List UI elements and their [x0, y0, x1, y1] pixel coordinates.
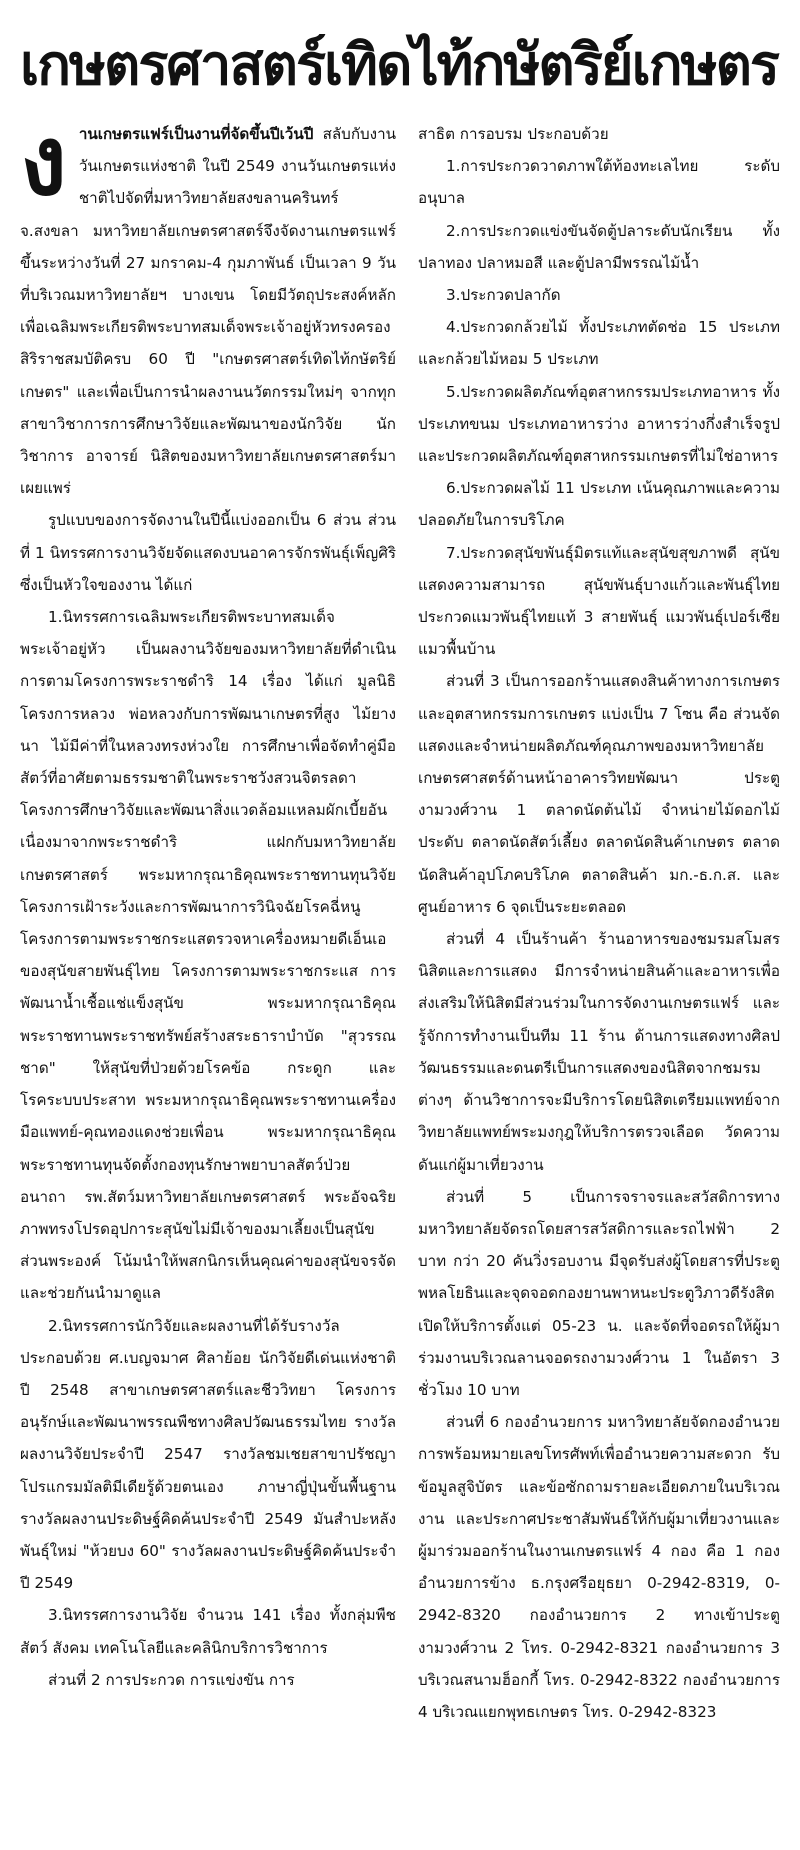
paragraph: 3.ประกวดปลากัด — [446, 286, 561, 305]
column-right — [418, 118, 780, 1838]
paragraph: สาธิต การอบรม ประกอบด้วย — [418, 125, 609, 143]
intro-lead: านเกษตรแฟร์เป็นงานที่จัดขึ้นปีเว้นปี — [78, 125, 314, 143]
column-left — [20, 118, 396, 1838]
paragraph: 1.นิทรรศการเฉลิมพระเกียรติพระบาทสมเด็จพระเจ้าอยู่หัว เป็นผลงานวิจัยของมหาวิทยาลัยที่ดำเนินการตามโครงการพระราชดำริ 14 เรื่อง ได้แก่ มูลนิธิโครงการหลวง พ่อหลวงกับการพัฒนาเกษตรที่สูง ไม้ยางนา ไม้มีค่าที่ในหลวงทรงห่วงใย การศึกษาเพื่อจัดทำคู่มือสัตว์ที่อาศัยตามธรรมชาติในพระราชวังสวนจิตรลดา โครงการศึกษาวิจัยและพัฒนาสิ่งแวดล้อมแหลมผักเบี้ยอันเนื่องมาจากพระราชดำริ แฝกกับมหาวิทยาลัยเกษตรศาสตร์ พระมหากรุณาธิคุณพระราชทานทุนวิจัยโครงการเฝ้าระวังและการพัฒนาการวินิจฉัยโรคฉี่หนู โครงการตามพระราชกระแสตรวจหาเครื่องหมายดีเอ็นเอของสุนัขสายพันธุ์ไทย โครงการตามพระราชกระแส การพัฒนาน้ำเชื้อแช่แข็งสุนัข พระมหากรุณาธิคุณพระราชทานพระราชทรัพย์สร้างสระธาราบำบัด "สุวรรณชาด" ให้สุนัขที่ป่วยด้วยโรคข้อ กระดูก และโรคระบบประสาท พระมหากรุณาธิคุณพระราชทานเครื่องมือแพทย์-คุณทองแดงช่วยเพื่อน พระมหากรุณาธิคุณพระราชทานทุนจัดตั้งกองทุนรักษาพยาบาลสัตว์ป่วยอนาถา รพ.สัตว์มหาวิทยาลัยเกษตรศาสตร์ พระอัจฉริยภาพทรงโปรดอุปการะสุนัขไม่มีเจ้าของมาเลี้ยงเป็นสุนัขส่วนพระองค์ โน้มนำให้พสกนิกรเห็นคุณค่าของสุนัขจรจัดและช่วยกันนำมาดูแล — [20, 608, 396, 1303]
paragraph: 6.ประกวดผลไม้ 11 ประเภท เน้นคุณภาพและความปลอดภัยในการบริโภค — [418, 479, 780, 530]
paragraph: 7.ประกวดสุนัขพันธุ์มิตรแท้และสุนัขสุขภาพดี สุนัขแสดงความสามารถ สุนัขพันธุ์บางแก้วและพันธุ์ไทย ประกวดแมวพันธุ์ไทยแท้ 3 สายพันธุ์ แมวพันธุ์เปอร์เซีย แมวพื้นบ้าน — [418, 543, 780, 659]
paragraph: รูปแบบของการจัดงานในปีนี้แบ่งออกเป็น 6 ส่วน ส่วนที่ 1 นิทรรศการงานวิจัยจัดแสดงบนอาคารจักรพันธ์ุเพ็ญศิริ ซึ่งเป็นหัวใจของงาน ได้แก่ — [20, 511, 396, 594]
paragraph: 2.นิทรรศการนักวิจัยและผลงานที่ได้รับรางวัล ประกอบด้วย ศ.เบญจมาศ ศิลาย้อย นักวิจัยดีเด่นแห่งชาติ ปี 2548 สาขาเกษตรศาสตร์และชีววิทยา โครงการอนุรักษ์และพัฒนาพรรณพืชทางศิลปวัฒนธรรมไทย รางวัลผลงานวิจัยประจำปี 2547 รางวัลชมเชยสาขาปรัชญา โปรแกรมมัลติมีเดียรู้ด้วยตนเอง ภาษาญี่ปุ่นขั้นพื้นฐาน รางวัลผลงานประดิษฐ์คิดค้นประจำปี 2549 มันสำปะหลังพันธุ์ใหม่ "ห้วยบง 60" รางวัลผลงานประดิษฐ์คิดค้นประจำปี 2549 — [20, 1316, 396, 1593]
dropcap: ง — [20, 118, 67, 217]
paragraph: ส่วนที่ 5 เป็นการจราจรและสวัสดิการทางมหาวิทยาลัยจัดรถโดยสารสวัสดิการและรถไฟฟ้า 2 บาท กว่า 20 คันวิ่งรอบงาน มีจุดรับส่งผู้โดยสารที่ประตูพหลโยธินและจุดจอดกองยานพาหนะประตูวิภาวดีรังสิตเปิดให้บริการตั้งแต่ 05-23 น. และจัดที่จอดรถให้ผู้มาร่วมงานบริเวณลานจอดรถงามวงศ์วาน 1 ในอัตรา 3 ชั่วโมง 10 บาท — [418, 1187, 780, 1399]
paragraph: ส่วนที่ 6 กองอำนวยการ มหาวิทยาลัยจัดกองอำนวยการพร้อมหมายเลขโทรศัพท์เพื่ออำนวยความสะดวก รับข้อมูลสูจิบัตร และข้อซักถามรายละเอียดภายในบริเวณงาน และประกาศประชาสัมพันธ์ให้กับผู้มาเที่ยวงานและผู้มาร่วมออกร้านในงานเกษตรแฟร์ 4 กอง คือ 1 กองอำนวยการข้าง ธ.กรุงศรีอยุธยา 0-2942-8319, 0-2942-8320 กองอำนวยการ 2 ทางเข้าประตูงามวงศ์วาน 2 โทร. 0-2942-8321 กองอำนวยการ 3 บริเวณสนามฮ็อกกี้ โทร. 0-2942-8322 กองอำนวยการ 4 บริเวณแยกพุทธเกษตร โทร. 0-2942-8323 — [418, 1413, 780, 1721]
intro-paragraph — [20, 118, 396, 504]
paragraph: ส่วนที่ 2 การประกวด การแข่งขัน การ — [48, 1670, 295, 1689]
article-body — [20, 118, 780, 1838]
paragraph: 4.ประกวดกล้วยไม้ ทั้งประเภทตัดช่อ 15 ประเภท และกล้วยไม้หอม 5 ประเภท — [418, 318, 780, 369]
paragraph: 2.การประกวดแข่งขันจัดตู้ปลาระดับนักเรียน ทั้งปลาทอง ปลาหมอสี และตู้ปลามีพรรณไม้น้ำ — [418, 221, 780, 272]
paragraph: ส่วนที่ 4 เป็นร้านค้า ร้านอาหารของชมรมสโมสรนิสิตและการแสดง มีการจำหน่ายสินค้าและอาหารเพื่อส่งเสริมให้นิสิตมีส่วนร่วมในการจัดงานเกษตรแฟร์ และรู้จักการทำงานเป็นทีม 11 ร้าน ด้านการแสดงทางศิลปวัฒนธรรมและดนตรีเป็นการแสดงของนิสิตจากชมรมต่างๆ ด้านวิชาการจะมีบริการโดยนิสิตเตรียมแพทย์จากวิทยาลัยแพทย์พระมงกุฎให้บริการตรวจเลือด วัดความดันแก่ผู้มาเที่ยวงาน — [418, 930, 780, 1174]
headline: เกษตรศาสตร์เทิดไท้กษัตริย์เกษตร — [20, 33, 779, 98]
paragraph: ส่วนที่ 3 เป็นการออกร้านแสดงสินค้าทางการเกษตรและอุตสาหกรรมการเกษตร แบ่งเป็น 7 โซน คือ ส่วนจัดแสดงและจำหน่ายผลิตภัณฑ์คุณภาพของมหาวิทยาลัยเกษตรศาสตร์ด้านหน้าอาคารวิทยพัฒนา ประตูงามวงศ์วาน 1 ตลาดนัดต้นไม้ จำหน่ายไม้ดอกไม้ประดับ ตลาดนัดสัตว์เลี้ยง ตลาดนัดสินค้าเกษตร ตลาดนัดสินค้าอุปโภคบริโภค ตลาดสินค้า มก.-ธ.ก.ส. และศูนย์อาหาร 6 จุดเป็นระยะตลอด — [418, 672, 780, 916]
paragraph: 3.นิทรรศการงานวิจัย จำนวน 141 เรื่อง ทั้งกลุ่มพืช สัตว์ สังคม เทคโนโลยีและคลินิกบริการวิชาการ — [20, 1606, 396, 1657]
paragraph: 1.การประกวดวาดภาพใต้ท้องทะเลไทย ระดับอนุบาล — [418, 157, 780, 208]
intro-text: สลับกับงานวันเกษตรแห่งชาติ ในปี 2549 งานวันเกษตรแห่งชาติไปจัดที่มหาวิทยาลัยสงขลานครินทร์ จ.สงขลา มหาวิทยาลัยเกษตรศาสตร์จึงจัดงานเกษตรแฟร์ ขึ้นระหว่างวันที่ 27 มกราคม-4 กุมภาพันธ์ เป็นเวลา 9 วัน ที่บริเวณมหาวิทยาลัยฯ บางเขน โดยมีวัตถุประสงค์หลักเพื่อเฉลิมพระเกียรติพระบาทสมเด็จพระเจ้าอยู่หัวทรงครองสิริราชสมบัติครบ 60 ปี "เกษตรศาสตร์เทิดไท้กษัตริย์เกษตร" และเพื่อเป็นการนำผลงานนวัตกรรมใหม่ๆ จากทุกสาขาวิชาการการศึกษาวิจัยและพัฒนาของนักวิจัย นักวิชาการ อาจารย์ นิสิตของมหาวิทยาลัยเกษตรศาสตร์มาเผยแพร่ — [20, 125, 396, 498]
paragraph: 5.ประกวดผลิตภัณฑ์อุตสาหกรรมประเภทอาหาร ทั้งประเภทขนม ประเภทอาหารว่าง อาหารว่างกึ่งสำเร็จรูป และประกวดผลิตภัณฑ์อุตสาหกรรมเกษตรที่ไม่ใช่อาหาร — [418, 382, 780, 466]
